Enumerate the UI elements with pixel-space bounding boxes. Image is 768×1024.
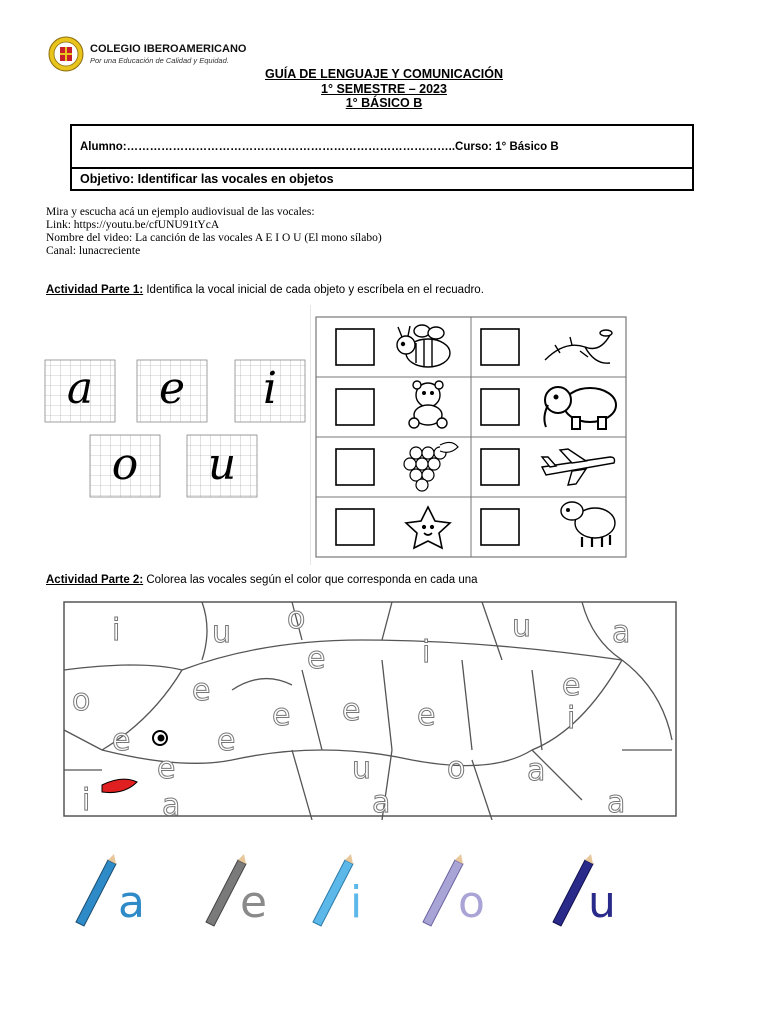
pencil-e — [206, 854, 267, 927]
activity-2-label: Actividad Parte 2: — [46, 574, 144, 586]
coloring-letter-5: i — [422, 635, 431, 670]
school-tagline: Por una Educación de Calidad y Equidad. — [90, 55, 229, 65]
coloring-letter-19: o — [447, 751, 466, 786]
pencil-u-letter: u — [588, 877, 616, 927]
pencil-i-letter: i — [350, 877, 363, 927]
page-title — [0, 67, 768, 111]
pencil-e-letter: e — [240, 877, 268, 927]
answer-box-6 — [481, 449, 519, 485]
activity-1-instruction — [46, 284, 484, 296]
vowel-card-a-letter: a — [66, 363, 94, 414]
school-name: COLEGIO IBEROAMERICANO — [90, 42, 247, 55]
objetivo-label: Objetivo: — [80, 172, 135, 186]
pencil-color-key — [68, 852, 668, 927]
video-link[interactable]: Link: https://youtu.be/cfUNU91tYcA — [46, 219, 220, 231]
coloring-letter-15: e — [112, 723, 131, 758]
coloring-letter-20: a — [527, 753, 546, 788]
activity-1-text: Identifica la vocal inicial de cada objeto y escríbela en el recuadro. — [143, 284, 484, 296]
vowel-card-i-letter: i — [262, 363, 278, 414]
pencil-o — [423, 854, 485, 927]
answer-box-8 — [481, 509, 519, 545]
pencil-a-letter: a — [118, 877, 145, 927]
student-info-table — [70, 124, 694, 191]
coloring-letter-10: e — [342, 693, 361, 728]
coloring-letter-3: o — [287, 601, 306, 636]
vowel-card-e — [137, 360, 207, 422]
vowel-card-u — [187, 435, 257, 497]
coloring-letter-18: u — [352, 751, 372, 786]
title-line-1: GUÍA DE LENGUAJE Y COMUNICACIÓN — [265, 67, 503, 81]
coloring-letter-8: e — [192, 673, 211, 708]
coloring-letter-2: u — [212, 615, 232, 650]
title-line-2: 1° SEMESTRE – 2023 — [321, 81, 447, 96]
alumno-row[interactable] — [72, 126, 692, 169]
activity-2-instruction — [46, 574, 478, 586]
coloring-letter-13: i — [567, 701, 576, 736]
answer-box-7 — [336, 509, 374, 545]
pencil-o-letter: o — [458, 877, 485, 927]
answer-box-1 — [336, 329, 374, 365]
dolphin-coloring-sheet — [62, 600, 680, 820]
coloring-letter-6: u — [512, 609, 532, 644]
answer-box-5 — [336, 449, 374, 485]
alumno-label: Alumno:………………………………………………………………………….. — [80, 140, 456, 153]
coloring-letter-7: a — [612, 615, 631, 650]
title-line-3: 1° BÁSICO B — [345, 96, 423, 110]
intro-text — [46, 206, 382, 258]
coloring-letter-14: o — [72, 683, 91, 718]
vowel-card-i — [235, 360, 305, 422]
vowel-card-o-letter: o — [111, 439, 139, 490]
intro-line-1: Mira y escucha acá un ejemplo audiovisual de las vocales: — [46, 206, 315, 218]
answer-box-3 — [336, 389, 374, 425]
coloring-letter-1: i — [112, 613, 121, 648]
vowel-card-o — [90, 435, 160, 497]
activity-2-text: Colorea las vocales según el color que corresponda en cada una — [143, 574, 478, 586]
coloring-letter-12: e — [562, 668, 581, 703]
activity-1-label: Actividad Parte 1: — [46, 284, 144, 296]
vowel-card-e-letter: e — [158, 363, 186, 414]
pencil-u — [553, 854, 616, 927]
vowel-cards — [40, 355, 310, 515]
coloring-letter-16: e — [217, 723, 236, 758]
objetivo-row — [72, 169, 692, 189]
intro-line-3: Nombre del video: La canción de las vocales A E I O U (El mono sílabo) — [46, 232, 382, 244]
answer-box-4 — [481, 389, 519, 425]
pencil-a — [76, 854, 145, 927]
vowel-card-u-letter: u — [207, 439, 237, 490]
coloring-letter-23: a — [372, 785, 391, 820]
coloring-letter-24: a — [607, 785, 626, 820]
coloring-letter-21: i — [82, 783, 91, 818]
coloring-letter-17: e — [157, 751, 176, 786]
objects-worksheet — [310, 305, 630, 565]
intro-line-4: Canal: lunacreciente — [46, 245, 141, 257]
coloring-letter-9: e — [272, 698, 291, 733]
answer-box-2 — [481, 329, 519, 365]
coloring-letter-22: a — [162, 788, 181, 820]
coloring-letter-4: e — [307, 641, 326, 676]
pencil-i — [313, 854, 362, 927]
objetivo-text: Identificar las vocales en objetos — [137, 172, 334, 186]
curso-label: Curso: 1° Básico B — [455, 140, 559, 153]
dolphin-eye — [153, 731, 167, 745]
vowel-card-a — [45, 360, 115, 422]
coloring-letter-11: e — [417, 698, 436, 733]
